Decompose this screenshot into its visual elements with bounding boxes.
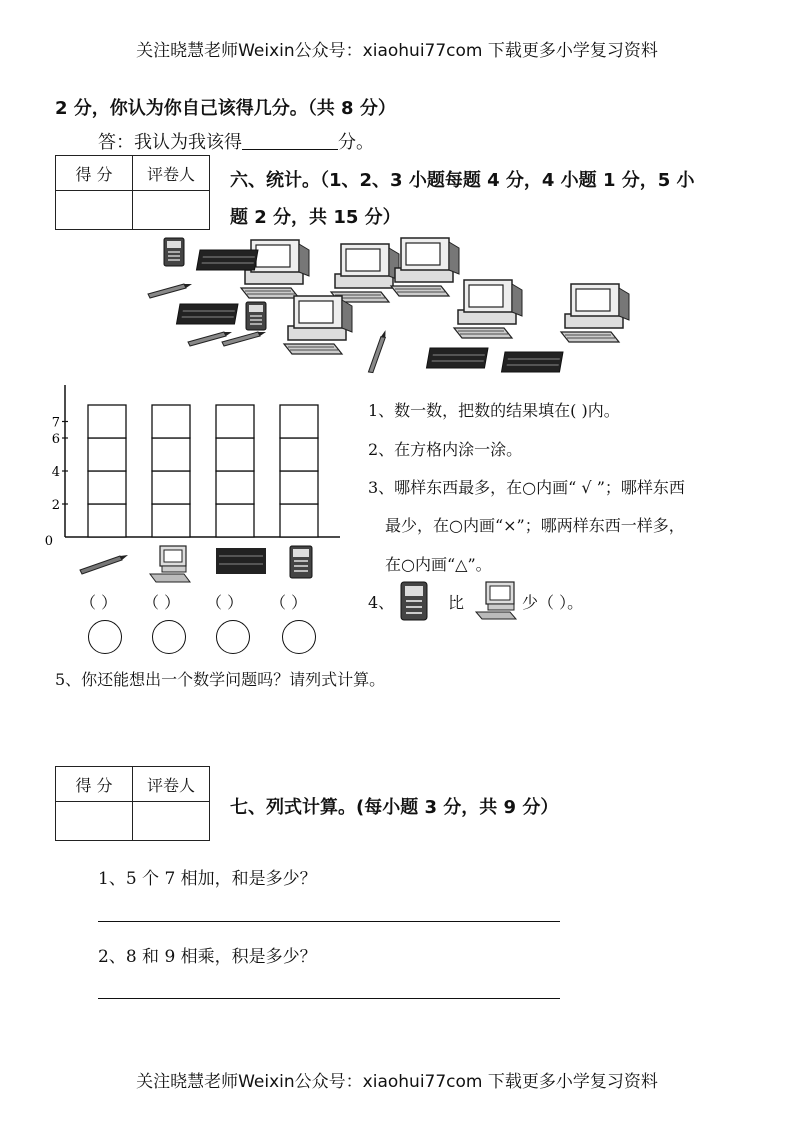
grid-cell-abacus[interactable] xyxy=(216,438,254,471)
calculator-icon xyxy=(290,546,312,578)
grader-header: 评卷人 xyxy=(133,767,210,802)
grid-cell-calculator[interactable] xyxy=(280,438,318,471)
count-paren-1[interactable]: （ ） xyxy=(80,593,118,612)
computer-illustration xyxy=(241,238,629,354)
statistics-chart xyxy=(40,385,350,550)
y-tick-label: 4 xyxy=(51,465,60,480)
page-footer: 关注晓慧老师Weixin公众号：xiaohui77com 下载更多小学复习资料 xyxy=(136,1072,658,1092)
grader-cell[interactable] xyxy=(133,191,210,230)
chart-category-icons xyxy=(78,544,338,584)
count-paren-4[interactable]: （ ） xyxy=(270,593,308,612)
pencil-icon xyxy=(80,555,128,574)
y-tick-label: 6 xyxy=(51,432,60,447)
section7-title: 七、列式计算。(每小题 3 分，共 9 分） xyxy=(230,797,559,818)
grid-cell-abacus[interactable] xyxy=(216,504,254,537)
items-illustration xyxy=(140,232,660,382)
grid-cell-abacus[interactable] xyxy=(216,471,254,504)
section7-q1-answer-line[interactable] xyxy=(98,921,560,922)
page-header: 关注晓慧老师Weixin公众号：xiaohui77com 下载更多小学复习资料 xyxy=(136,41,658,61)
count-paren-2[interactable]: （ ） xyxy=(143,593,181,612)
answer-circle-1[interactable] xyxy=(88,620,122,654)
section6-q3-line3: 在○内画“△”。 xyxy=(385,555,492,574)
section6-q2: 2、在方格内涂一涂。 xyxy=(368,440,523,459)
y-tick-label: 2 xyxy=(51,498,60,513)
section6-q5: 5、你还能想出一个数学问题吗？请列式计算。 xyxy=(55,670,386,689)
answer-circle-4[interactable] xyxy=(282,620,316,654)
self-score-blank[interactable] xyxy=(242,131,338,150)
computer-icon xyxy=(474,580,522,620)
section6-title-line2: 题 2 分，共 15 分） xyxy=(230,207,401,228)
grid-cell-calculator[interactable] xyxy=(280,405,318,438)
section7-q1: 1、5 个 7 相加，和是多少？ xyxy=(98,869,317,889)
answer-circle-2[interactable] xyxy=(152,620,186,654)
y-tick-label: 0 xyxy=(44,534,53,549)
section6-q4-mid: 比 xyxy=(448,593,465,612)
grader-header: 评卷人 xyxy=(133,156,210,191)
calculator-icon xyxy=(395,580,435,622)
score-header: 得 分 xyxy=(56,767,133,802)
answer-circle-3[interactable] xyxy=(216,620,250,654)
grid-cell-calculator[interactable] xyxy=(280,471,318,504)
grid-cell-pencil[interactable] xyxy=(88,504,126,537)
count-paren-3[interactable]: （ ） xyxy=(206,593,244,612)
score-cell[interactable] xyxy=(56,802,133,841)
section6-q1: 1、数一数，把数的结果填在( )内。 xyxy=(368,401,620,420)
grid-cell-computer[interactable] xyxy=(152,438,190,471)
grid-cell-computer[interactable] xyxy=(152,471,190,504)
section6-q4-prefix: 4、 xyxy=(368,593,395,612)
section6-title-line1: 六、统计。（1、2、3 小题每题 4 分，4 小题 1 分，5 小 xyxy=(230,170,695,191)
section6-q3-line2: 最少，在○内画“×”；哪两样东西一样多， xyxy=(385,516,685,535)
grid-cell-calculator[interactable] xyxy=(280,504,318,537)
grid-cell-pencil[interactable] xyxy=(88,471,126,504)
section6-q4-suffix: 少（ ）。 xyxy=(522,593,584,612)
section7-q2-answer-line[interactable] xyxy=(98,998,560,999)
computer-icon xyxy=(150,546,190,582)
answer-prefix: 答：我认为我该得 xyxy=(98,132,242,153)
score-cell[interactable] xyxy=(56,191,133,230)
score-table-section7 xyxy=(55,766,210,841)
answer-suffix: 分。 xyxy=(338,132,374,153)
grader-cell[interactable] xyxy=(133,802,210,841)
section7-q2: 2、8 和 9 相乘，积是多少？ xyxy=(98,947,317,967)
self-score-answer xyxy=(98,128,374,154)
score-table-section6 xyxy=(55,155,210,230)
prev-question-tail: 2 分，你认为你自己该得几分。（共 8 分） xyxy=(55,98,396,119)
y-tick-label: 7 xyxy=(51,415,60,431)
grid-cell-pencil[interactable] xyxy=(88,438,126,471)
grid-cell-abacus[interactable] xyxy=(216,405,254,438)
grid-cell-computer[interactable] xyxy=(152,405,190,438)
score-header: 得 分 xyxy=(56,156,133,191)
abacus-icon xyxy=(216,548,266,574)
section6-q3-line1: 3、哪样东西最多，在○内画“ √ ”；哪样东西 xyxy=(368,478,685,497)
grid-cell-pencil[interactable] xyxy=(88,405,126,438)
grid-cell-computer[interactable] xyxy=(152,504,190,537)
